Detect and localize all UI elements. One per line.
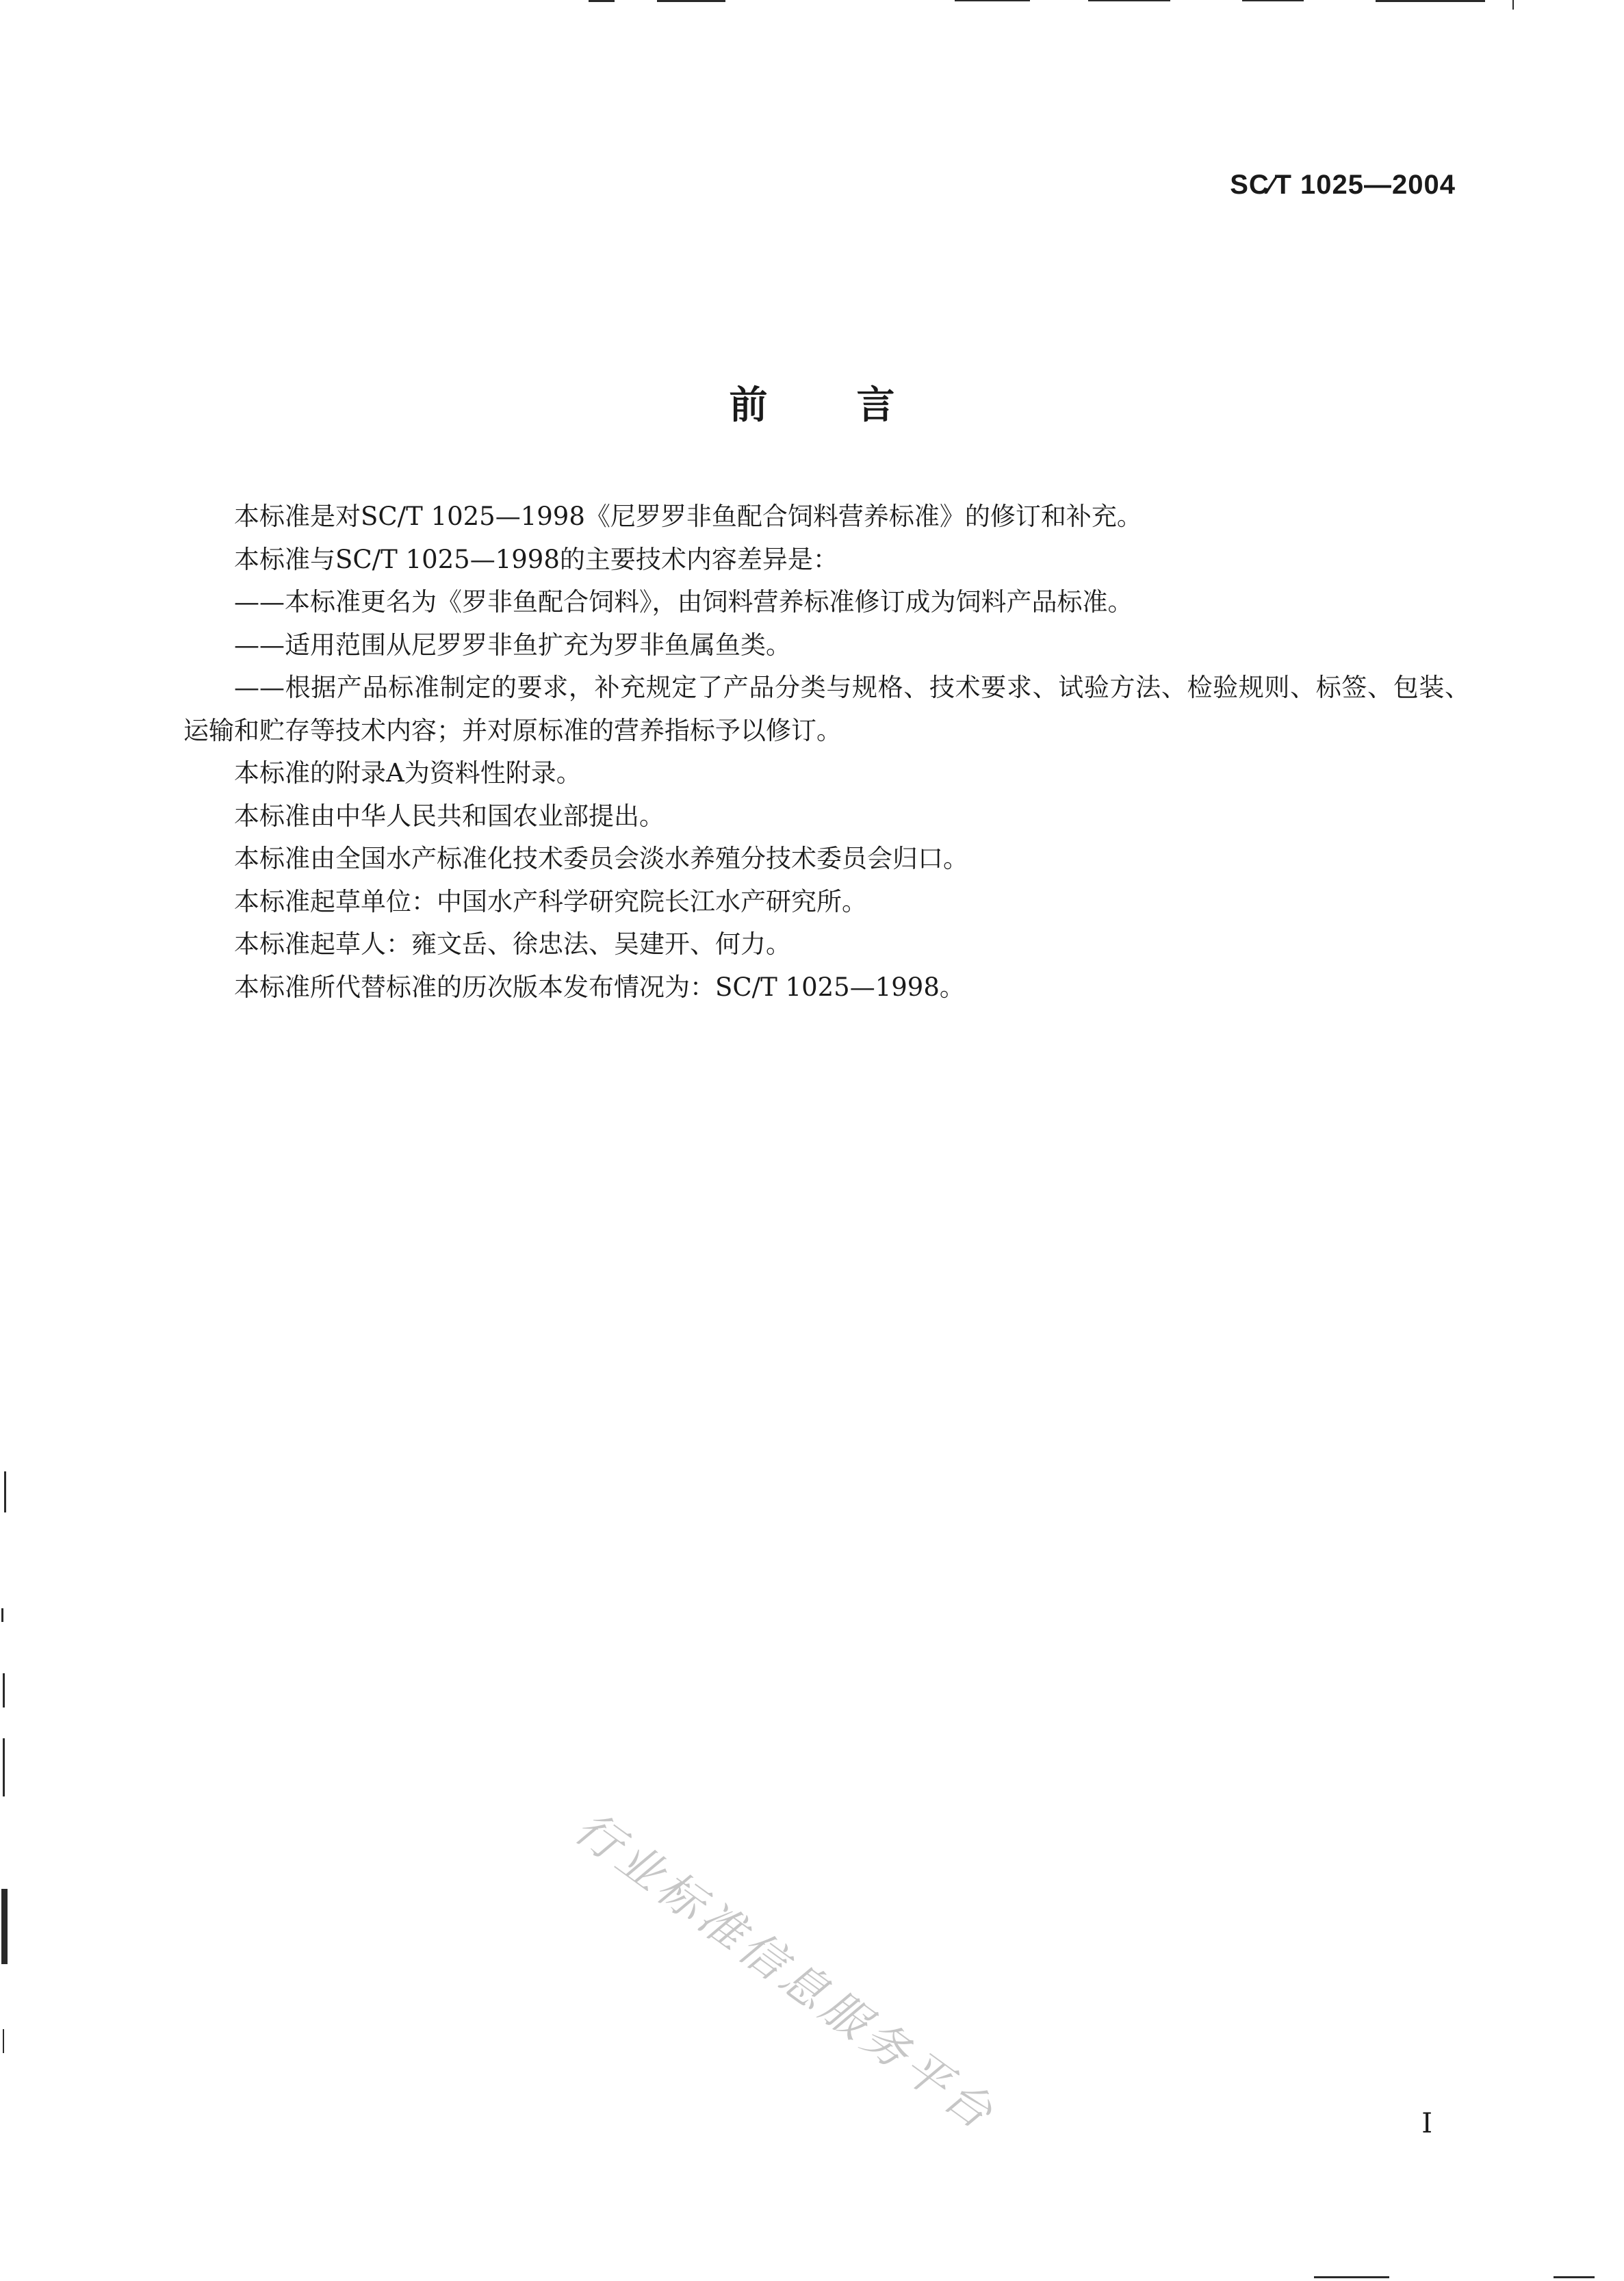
foreword-body <box>183 495 1470 1009</box>
scan-mark-left-2 <box>1 1608 3 1622</box>
scan-mark-left-6 <box>3 2029 4 2053</box>
paragraph-1: 本标准是对SC/T 1025—1998《尼罗罗非鱼配合饲料营养标准》的修订和补充。 <box>234 502 1142 531</box>
scan-mark-bottom-2 <box>1554 2276 1595 2278</box>
paragraph-8: 本标准由全国水产标准化技术委员会淡水养殖分技术委员会归口。 <box>234 844 968 873</box>
paragraph-5: ——根据产品标准制定的要求，补充规定了产品分类与规格、技术要求、试验方法、检验规则、标签、包装、运输和贮存等技术内容；并对原标准的营养指标予以修订。 <box>183 673 1470 745</box>
page-title: 前言 <box>729 383 984 428</box>
paragraph-2: 本标准与SC/T 1025—1998的主要技术内容差异是： <box>234 544 838 574</box>
paragraph-10: 本标准起草人：雍文岳、徐忠法、吴建开、何力。 <box>234 929 791 959</box>
scan-mark-top-3 <box>955 0 1030 1</box>
scan-mark-top-1 <box>589 0 615 2</box>
paragraph-3: ——本标准更名为《罗非鱼配合饲料》，由饲料营养标准修订成为饲料产品标准。 <box>234 587 1133 617</box>
scan-mark-top-5 <box>1242 0 1304 1</box>
paragraph-4: ——适用范围从尼罗罗非鱼扩充为罗非鱼属鱼类。 <box>234 630 791 660</box>
page-number: I <box>1421 2108 1432 2139</box>
paragraph-6: 本标准的附录A为资料性附录。 <box>234 758 582 788</box>
watermark: 行业标准信息服务平台 <box>565 1801 1006 2142</box>
scan-mark-top-2 <box>657 0 725 2</box>
scan-mark-top-4 <box>1088 0 1170 1</box>
scan-mark-left-1 <box>4 1471 6 1512</box>
paragraph-11: 本标准所代替标准的历次版本发布情况为：SC/T 1025—1998。 <box>234 972 965 1002</box>
document-code: SC∕T 1025—2004 <box>1230 170 1456 200</box>
paragraph-7: 本标准由中华人民共和国农业部提出。 <box>234 801 665 831</box>
scan-mark-left-3 <box>3 1673 5 1707</box>
paragraph-9: 本标准起草单位：中国水产科学研究院长江水产研究所。 <box>234 886 867 916</box>
scan-mark-left-4 <box>3 1738 5 1796</box>
scan-mark-left-5 <box>1 1889 8 1964</box>
scan-mark-bottom-1 <box>1314 2276 1389 2278</box>
scan-mark-top-7 <box>1512 0 1514 10</box>
scan-mark-top-6 <box>1376 0 1485 2</box>
